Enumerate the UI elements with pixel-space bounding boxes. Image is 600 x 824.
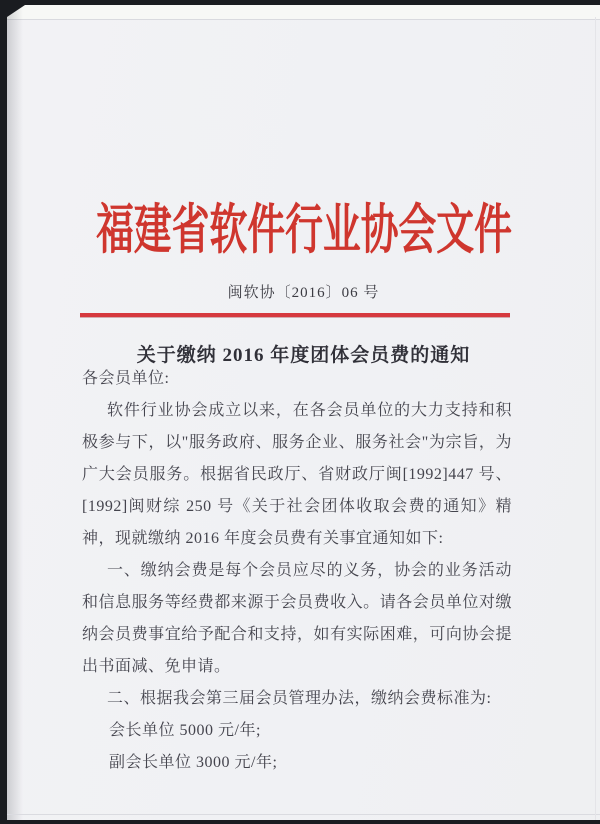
notice-title: 关于缴纳 2016 年度团体会员费的通知 bbox=[136, 345, 471, 366]
paper-top-edge bbox=[7, 5, 600, 20]
fee-line-vice-president: 副会长单位 3000 元/年; bbox=[109, 754, 278, 771]
red-divider-line bbox=[80, 313, 510, 317]
paragraph-intro: 软件行业协会成立以来，在各会员单位的大力支持和积极参与下，以"服务政府、服务企业、服务社会"为宗旨，为广大会员服务。根据省民政厅、省财政厅闽[1992]447 号、[1992]闽财综 250 号《关于社会团体收取会费的通知》精神，现就缴纳 2016 年度会员费有关事宜通知如下: bbox=[82, 402, 512, 547]
left-edge-shadow bbox=[7, 5, 23, 820]
scanned-page bbox=[7, 5, 600, 820]
letterhead-text: 福建省软件行业协会文件 bbox=[96, 200, 512, 260]
paper-fold-line bbox=[595, 17, 596, 820]
paper-bottom-edge bbox=[7, 814, 600, 815]
document-body bbox=[82, 363, 512, 779]
paragraph-item-2: 二、根据我会第三届会员管理办法，缴纳会费标准为: bbox=[107, 690, 492, 707]
salutation: 各会员单位: bbox=[82, 370, 170, 387]
fee-line-president: 会长单位 5000 元/年; bbox=[109, 722, 261, 739]
letterhead-title bbox=[7, 187, 600, 264]
document-number: 闽软协〔2016〕06 号 bbox=[227, 285, 380, 301]
paragraph-item-1: 一、缴纳会费是每个会员应尽的义务，协会的业务活动和信息服务等经费都来源于会员费收入。请各会员单位对缴纳会员费事宜给予配合和支持，如有实际困难，可向协会提出书面减、免申请。 bbox=[82, 562, 512, 675]
corner-wedge bbox=[7, 5, 25, 17]
